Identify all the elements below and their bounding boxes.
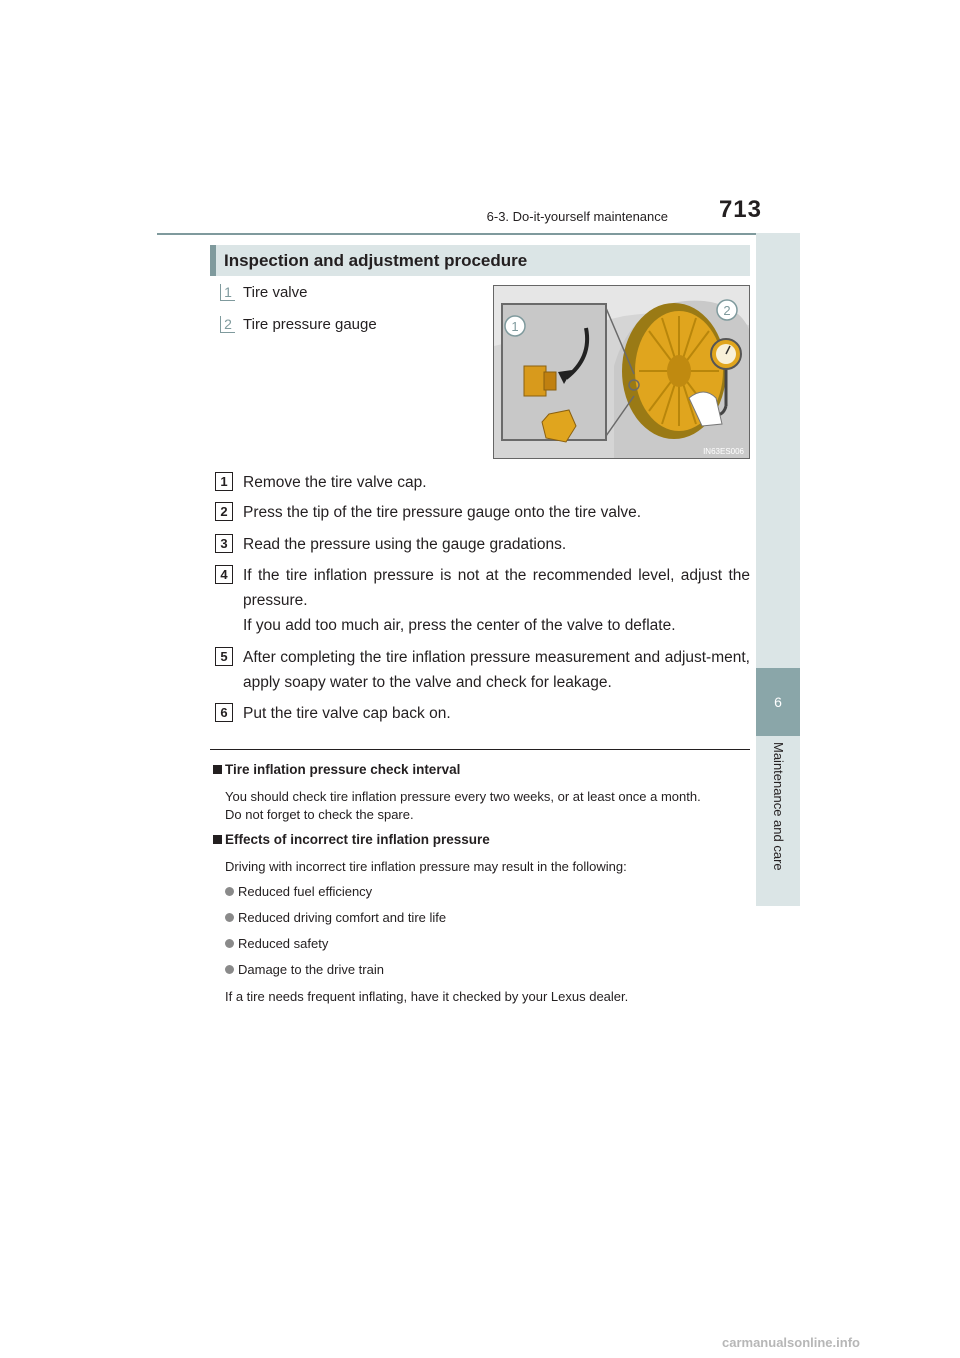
step-text: Remove the tire valve cap.: [243, 474, 427, 491]
note-text-interval-1: You should check tire inflation pressure every two weeks, or at least once a month.: [225, 789, 701, 804]
bullet-dot-icon: [225, 887, 234, 896]
step-number: 6: [215, 703, 233, 722]
figure-code: IN63ES006: [703, 447, 744, 456]
note-heading-text: Effects of incorrect tire inflation pressure: [225, 832, 490, 847]
legend-number: 2: [220, 316, 235, 333]
legend-item-pressure-gauge: [220, 316, 377, 333]
bullet-item: [225, 910, 446, 925]
step-number: 5: [215, 647, 233, 666]
square-bullet-icon: [213, 765, 222, 774]
bullet-text: Reduced fuel efficiency: [238, 884, 373, 899]
legend-label: Tire pressure gauge: [243, 316, 377, 333]
step-text: After completing the tire inflation pressure measurement and adjust-ment, apply soapy water to the valve and check for leakage.: [243, 649, 750, 691]
step-text: Read the pressure using the gauge gradations.: [243, 536, 567, 553]
step-4: [215, 563, 750, 638]
bullet-dot-icon: [225, 939, 234, 948]
note-heading-interval: [213, 762, 460, 777]
chapter-label: Maintenance and care: [771, 742, 786, 871]
note-heading-text: Tire inflation pressure check interval: [225, 762, 461, 777]
callout-1-label: 1: [511, 319, 519, 334]
step-text: If the tire inflation pressure is not at the recommended level, adjust the pressure.: [243, 567, 750, 609]
step-2: [215, 500, 750, 525]
step-number: 4: [215, 565, 233, 584]
step-number: 2: [215, 502, 233, 521]
step-number: 3: [215, 534, 233, 553]
bullet-text: Reduced safety: [238, 936, 329, 951]
note-text-effects-intro: Driving with incorrect tire inflation pressure may result in the following:: [225, 859, 627, 874]
step-text: Press the tip of the tire pressure gauge onto the tire valve.: [243, 504, 642, 521]
section-heading: Inspection and adjustment procedure: [210, 245, 750, 276]
legend-item-tire-valve: [220, 284, 307, 301]
bullet-text: Reduced driving comfort and tire life: [238, 910, 447, 925]
step-number: 1: [215, 472, 233, 491]
step-text-secondary: If you add too much air, press the center of the valve to deflate.: [243, 617, 676, 634]
legend-number: 1: [220, 284, 235, 301]
side-tab-bar-top: [756, 233, 800, 668]
bullet-item: [225, 936, 328, 951]
bullet-dot-icon: [225, 913, 234, 922]
bullet-item: [225, 884, 372, 899]
note-heading-effects: [213, 832, 490, 847]
page-number: 713: [718, 196, 762, 223]
step-1: [215, 470, 750, 495]
header-divider: [157, 233, 800, 235]
watermark: carmanualsonline.info: [722, 1335, 860, 1350]
bullet-dot-icon: [225, 965, 234, 974]
square-bullet-icon: [213, 835, 222, 844]
bullet-item: [225, 962, 384, 977]
header-section-title: 6-3. Do-it-yourself maintenance: [486, 209, 668, 224]
bullet-text: Damage to the drive train: [238, 962, 384, 977]
step-3: [215, 532, 750, 557]
tire-pressure-illustration: [493, 285, 750, 459]
notes-divider: [210, 749, 750, 750]
note-text-interval-2: Do not forget to check the spare.: [225, 807, 414, 822]
step-6: [215, 701, 750, 726]
step-text: Put the tire valve cap back on.: [243, 705, 451, 722]
legend-label: Tire valve: [243, 284, 308, 301]
callout-2-label: 2: [723, 303, 731, 318]
step-5: [215, 645, 750, 695]
illustration-svg: [494, 286, 750, 459]
note-text-effects-footer: If a tire needs frequent inflating, have it checked by your Lexus dealer.: [225, 989, 629, 1004]
chapter-tab[interactable]: 6: [756, 668, 800, 736]
